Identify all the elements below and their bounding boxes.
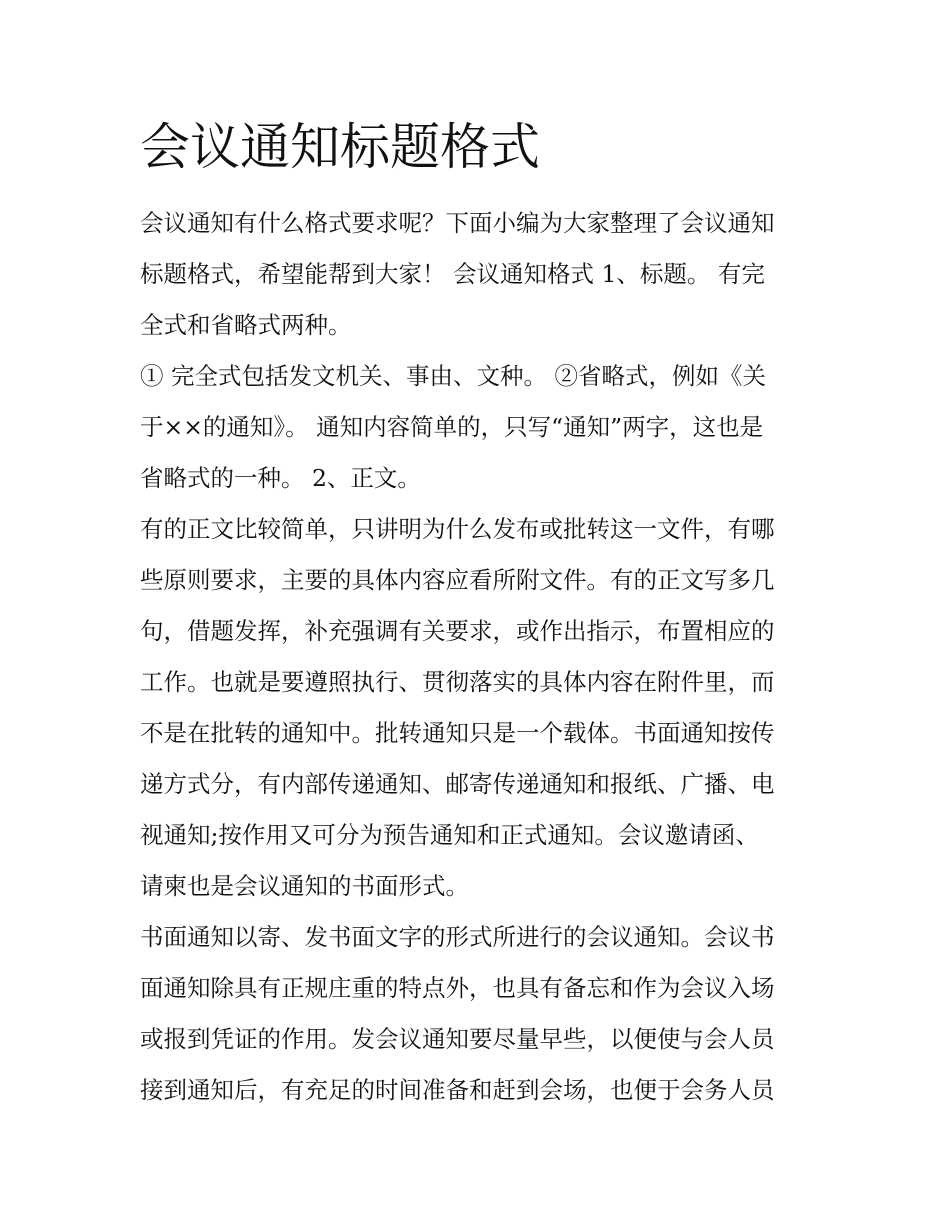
- text-line: 请柬也是会议通知的书面形式。: [140, 872, 469, 900]
- text-line: 面通知除具有正规庄重的特点外，也具有备忘和作为会议入场: [140, 974, 775, 1002]
- text-line: 句，借题发挥，补充强调有关要求，或作出指示，布置相应的: [140, 617, 775, 645]
- text-line: 工作。也就是要遵照执行、贯彻落实的具体内容在附件里，而: [140, 668, 775, 696]
- document-page: [140, 108, 812, 1116]
- document-title: 会议通知标题格式: [140, 118, 540, 176]
- text-line: 递方式分，有内部传递通知、邮寄传递通知和报纸、广播、电: [140, 770, 775, 798]
- paragraph-4: [140, 912, 812, 1116]
- text-line: ① 完全式包括发文机关、事由、文种。 ②省略式，例如《关: [140, 362, 766, 390]
- text-line: 有的正文比较简单，只讲明为什么发布或批转这一文件，有哪: [140, 515, 775, 543]
- text-line: 全式和省略式两种。: [140, 311, 352, 339]
- text-line: 不是在批转的通知中。批转通知只是一个载体。书面通知按传: [140, 719, 775, 747]
- text-line: 于××的通知》。 通知内容简单的，只写“通知”两字，这也是: [140, 413, 764, 441]
- paragraph-1: [140, 198, 812, 351]
- text-line: 会议通知有什么格式要求呢？下面小编为大家整理了会议通知: [140, 209, 775, 237]
- text-line: 或报到凭证的作用。发会议通知要尽量早些，以便使与会人员: [140, 1025, 775, 1053]
- text-line: 些原则要求，主要的具体内容应看所附文件。有的正文写多几: [140, 566, 775, 594]
- paragraph-2: [140, 351, 812, 504]
- paragraph-3: [140, 504, 812, 912]
- text-line: 视通知;按作用又可分为预告通知和正式通知。会议邀请函、: [140, 821, 759, 849]
- text-line: 标题格式，希望能帮到大家！ 会议通知格式 1、标题。 有完: [140, 260, 765, 288]
- text-line: 接到通知后，有充足的时间准备和赶到会场，也便于会务人员: [140, 1076, 775, 1104]
- text-line: 书面通知以寄、发书面文字的形式所进行的会议通知。会议书: [140, 923, 775, 951]
- text-line: 省略式的一种。 2、正文。: [140, 464, 421, 492]
